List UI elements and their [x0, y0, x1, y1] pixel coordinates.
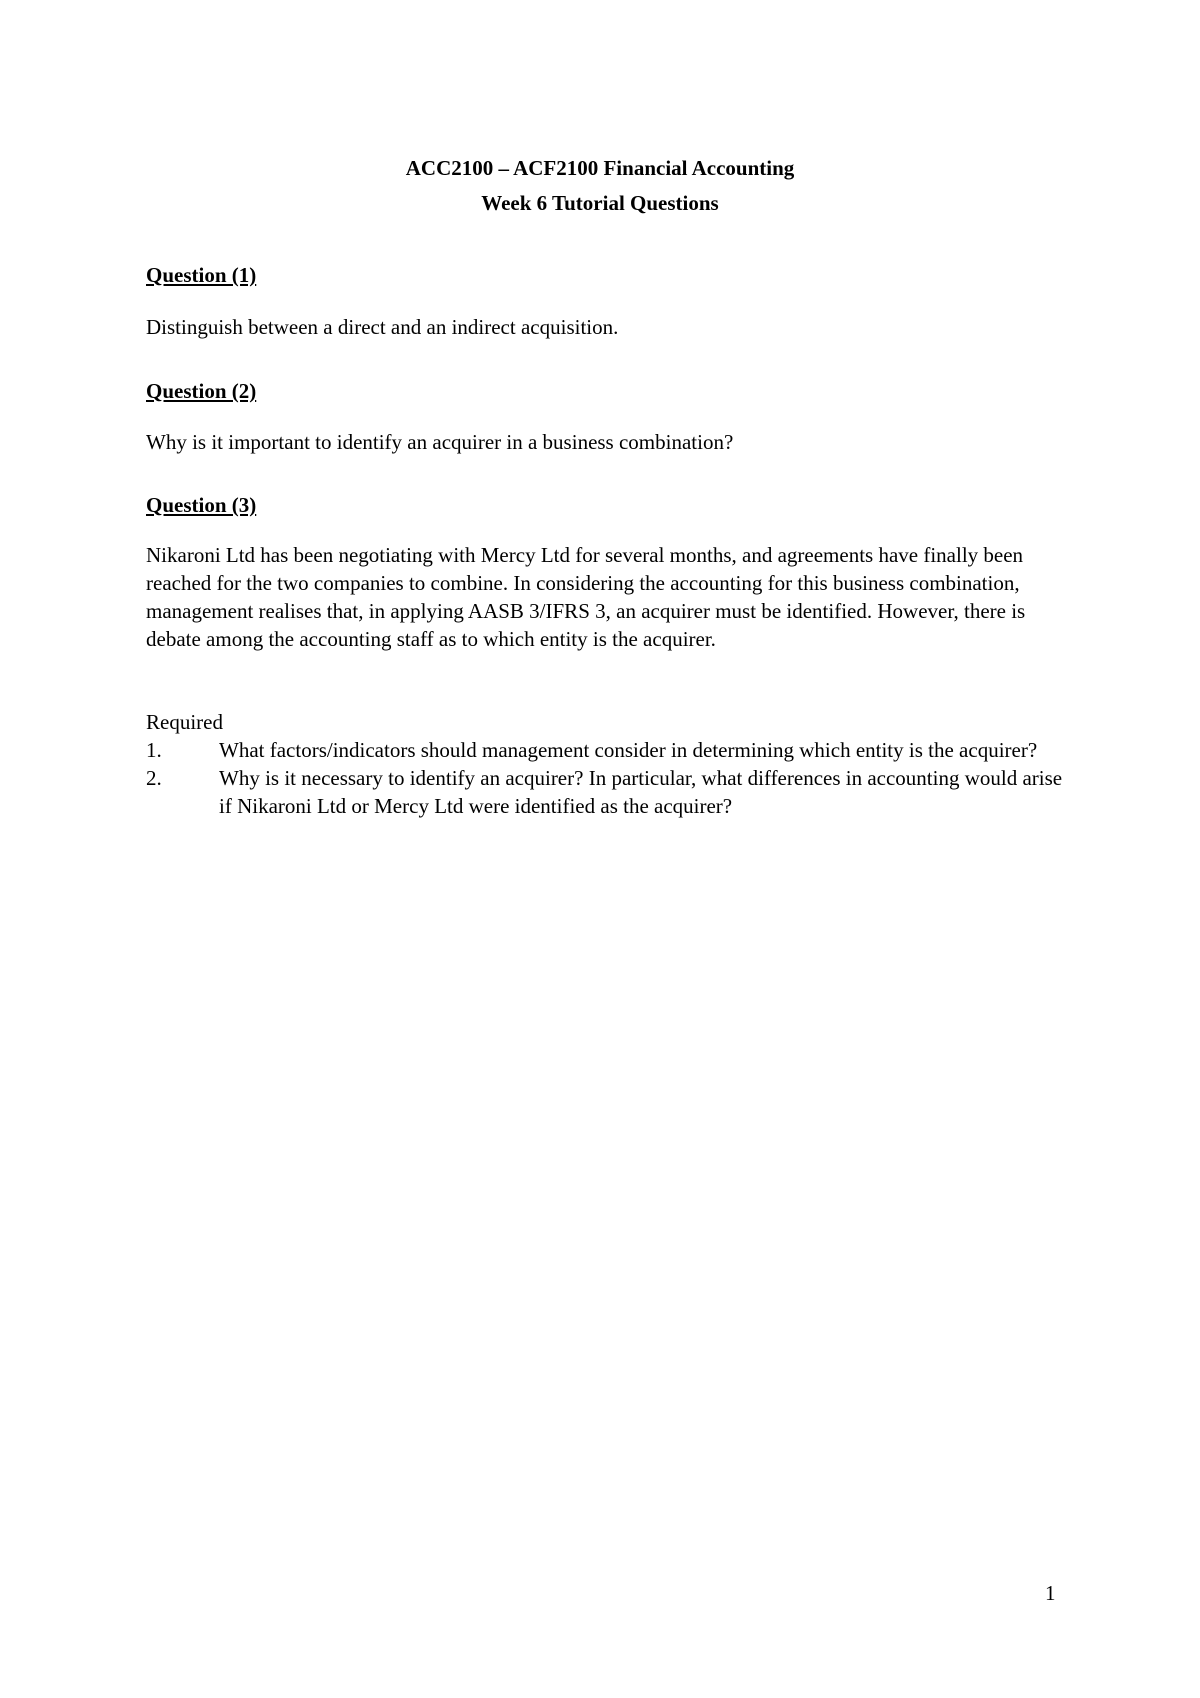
- question-2-text: Why is it important to identify an acquirer in a business combination?: [146, 430, 734, 454]
- required-item-text: Why is it necessary to identify an acquirer? In particular, what differences in accounting would arise if Nikaroni Ltd or Mercy Ltd were identified as the acquirer?: [219, 766, 1063, 818]
- question-2-heading: Question (2): [146, 379, 257, 403]
- required-item-1: [146, 736, 1066, 764]
- required-item-number: 2.: [146, 766, 162, 790]
- question-3-text: Nikaroni Ltd has been negotiating with Mercy Ltd for several months, and agreements have finally been reached for the two companies to combine. In considering the accounting for this business combination, management realises that, in applying AASB 3/IFRS 3, an acquirer must be identified. However, there is debate among the accounting staff as to which entity is the acquirer.: [146, 543, 1026, 651]
- required-item-2: [146, 764, 1066, 820]
- required-item-text: What factors/indicators should management consider in determining which entity is the acquirer?: [219, 738, 1038, 762]
- required-item-number: 1.: [146, 738, 162, 762]
- page-number: 1: [1045, 1581, 1056, 1605]
- required-label: Required: [146, 710, 223, 734]
- question-1-text: Distinguish between a direct and an indirect acquisition.: [146, 315, 619, 339]
- document-subtitle: Week 6 Tutorial Questions: [481, 191, 719, 215]
- question-3-heading: Question (3): [146, 493, 257, 517]
- question-1-heading: Question (1): [146, 263, 257, 287]
- required-list: [146, 736, 1066, 820]
- document-title: ACC2100 – ACF2100 Financial Accounting: [405, 156, 795, 180]
